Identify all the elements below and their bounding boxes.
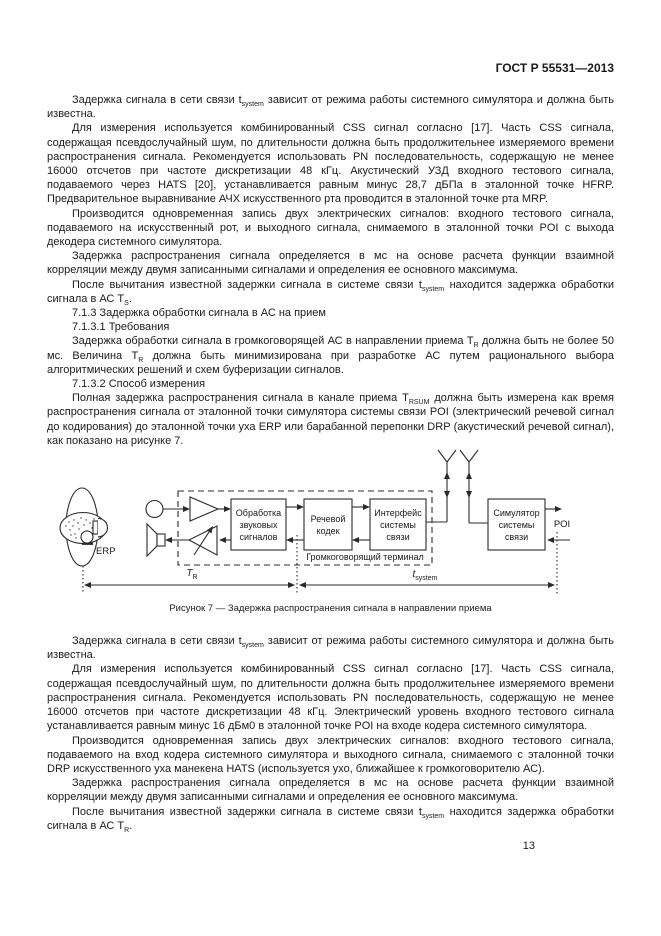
loudspeaker-icon	[147, 524, 165, 556]
antenna-icon-right	[460, 450, 488, 523]
figure-7-diagram	[40, 442, 620, 602]
section-heading-7-1-3-1: 7.1.3.1 Требования	[72, 321, 170, 334]
section-heading-7-1-3: 7.1.3 Задержка обработки сигнала в АС на прием	[72, 307, 326, 320]
paragraph: После вычитания известной задержки сигнала в системе связи $t_{system}$ находится задержка обработки сигнала в АС $Т_R$.	[47, 805, 614, 834]
paragraph: Для измерения используется комбинированный CSS сигнал согласно [17]. Часть CSS сигнала, содержащая псевдослучайный шум, по длительности должна быть продолжительнее измеряемого времени распространения сигнала. Рекомендуется использовать PN последовательность, содержащую не менее 16000 отсчетов при частоте дискретизации 48 кГц. Электрический уровень входного тестового сигнала устанавливается равным минус 16 дБм0 в эталонной точке POI на входе кодера системного симулятора.	[47, 663, 614, 733]
paragraph: Производится одновременная запись двух электрических сигналов: входного тестового сигнала, подаваемого на искусственный рот, и выходного сигнала, снимаемого в эталонной точки POI с выхода декодера системного симулятора.	[47, 207, 614, 249]
tr-measure-label: $T_R$	[186, 568, 198, 582]
paragraph: Задержка сигнала в сети связи $t_{system}$ зависит от режима работы системного симулятора и должна быть известна.	[47, 94, 615, 121]
tsystem-arrow	[299, 582, 555, 588]
paragraph: Задержка обработки сигнала в громкоговорящей АС в направлении приема $Т_R$ должна быть не более 50 мс. Величина $Т_R$ должна быть минимизирована при разработке АС путем рационального выбора алгоритмических решений и схем буферизации сигналов.	[47, 335, 614, 376]
variable-amplifier-icon	[189, 526, 217, 555]
system-simulator-label: Симулятор системы связи	[493, 507, 540, 542]
page-number: 13	[522, 839, 535, 852]
bottom-text-block	[47, 634, 614, 833]
doc-code-header: ГОСТ Р 55531—2013	[495, 61, 614, 75]
paragraph: Задержка распространения сигнала определяется в мс на основе расчета функции взаимной корреляции между двумя записанными сигналами и определения ее основного максимума.	[47, 777, 614, 804]
tsystem-measure-label: $t_{system}$	[412, 569, 438, 583]
paragraph: Производится одновременная запись двух электрических сигналов: входного тестового сигнала, подаваемого на вход кодера системного симулятора и выходного сигнала, снимаемого с эталонной точки DRP искусственного уха манекена HATS (используется ухо, ближайшее к громкоговорителю АС).	[47, 734, 614, 775]
paragraph: Задержка сигнала в сети связи $t_{system}$ зависит от режима работы системного симулятора и должна быть известна.	[47, 635, 615, 662]
figure-caption: Рисунок 7 — Задержка распространения сигнала в направлении приема	[169, 603, 492, 615]
antenna-icon-left	[426, 450, 456, 522]
tr-arrow	[84, 582, 295, 588]
erp-label: ERP	[96, 546, 116, 558]
section-heading-7-1-3-2: 7.1.3.2 Способ измерения	[72, 378, 206, 391]
mouth-circle	[81, 531, 93, 543]
paragraph: После вычитания известной задержки сигнала в системе связи $t_{system}$ находится задержка обработки сигнала в АС $Т_S$.	[47, 278, 614, 308]
paragraph: Для измерения используется комбинированный CSS сигнал согласно [17]. Часть CSS сигнала, содержащая псевдослучайный шум, по длительности должна быть продолжительнее измеряемого времени распространения сигнала. Рекомендуется использовать PN последовательность, содержащую не менее 16000 отсчетов при частоте дискретизации 48 кГц. Акустический УЗД входного тестового сигнала, подаваемого через HATS [20], устанавливается равным минус 28,7 дБПа в эталонной точке HFRP. Предварительное выравнивание АЧХ искусственного рта проводится в эталонной точке рта MRP.	[47, 122, 614, 206]
paragraph: Задержка распространения сигнала определяется в мс на основе расчета функции взаимной корреляции между двумя записанными сигналами и определения ее основного максимума.	[47, 250, 614, 277]
paragraph: Полная задержка распространения сигнала в канале приема $Т_{RSUM}$ должна быть измерена как время распространения сигнала от эталонной точки симулятора системы связи POI (электрический речевой сигнал до кодирования) до эталонной точки уха ERP или барабанной перепонки DRP (акустический речевой сигнал), как показано на рисунке 7.	[47, 392, 614, 447]
network-interface-label: Интерфейс системы связи	[374, 507, 422, 542]
speech-codec-label: Речевой кодек	[310, 513, 346, 536]
microphone-icon	[146, 501, 163, 518]
terminal-label: Громкоговорящий терминал	[306, 552, 424, 563]
poi-label: POI	[553, 519, 571, 531]
artificial-ear-icon	[93, 519, 107, 537]
page-content	[47, 93, 614, 853]
amplifier-icon	[190, 497, 218, 521]
audio-processing-label: Обработка звуковых сигналов	[235, 507, 282, 542]
